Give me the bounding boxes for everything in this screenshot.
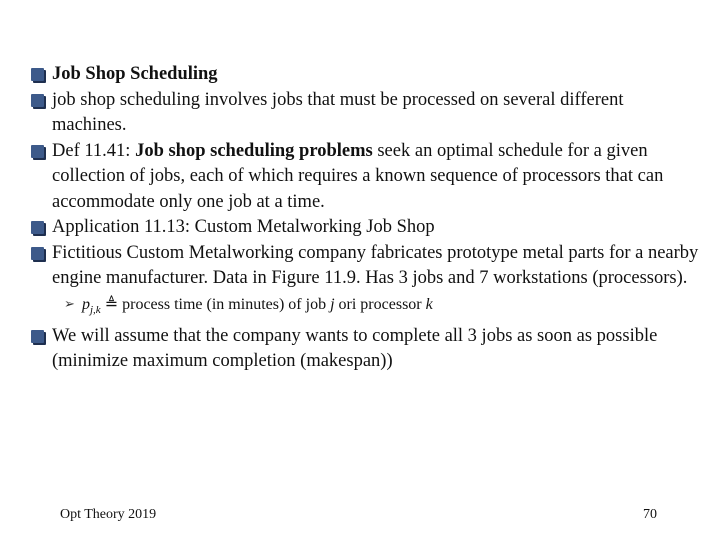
definition-prefix: Def 11.41: — [52, 140, 136, 161]
square-bullet-icon — [31, 94, 44, 107]
bullet-item — [30, 88, 700, 139]
math-subscript: j,k — [90, 303, 101, 316]
bullet-item — [30, 241, 700, 292]
var-j: j — [330, 295, 335, 313]
square-bullet-icon — [31, 330, 44, 343]
var-k: k — [425, 295, 433, 313]
bullet-text: job shop scheduling involves jobs that must be processed on several different machines. — [52, 89, 624, 135]
bullet-item — [30, 215, 700, 241]
square-bullet-icon — [31, 221, 44, 234]
arrow-bullet-icon: ➢ — [64, 296, 75, 312]
square-bullet-icon — [31, 68, 44, 81]
bullet-text: We will assume that the company wants to complete all 3 jobs as soon as possible (minimize maximum completion (makespan)) — [52, 325, 658, 372]
slide-title: Job Shop Scheduling — [52, 64, 218, 84]
bullet-title — [30, 62, 700, 88]
bullet-item — [30, 139, 700, 216]
sub-text-2: ori processor — [338, 295, 422, 313]
bullet-list — [30, 62, 700, 375]
sub-bullet-item — [30, 293, 700, 322]
square-bullet-icon — [31, 145, 44, 158]
definition-text: seek an optimal schedule for a given collection of jobs, each of which requires a known sequence of processors that can accommodate only one job at a time. — [52, 140, 664, 212]
bullet-text: Fictitious Custom Metalworking company fabricates prototype metal parts for a nearby engine manufacturer. Data in Figure 11.9. Has 3 jobs and 7 workstations (processors). — [52, 242, 699, 288]
bullet-text: Application 11.13: Custom Metalworking Job Shop — [52, 217, 435, 237]
footer-course: Opt Theory 2019 — [60, 507, 157, 522]
sub-text-1: process time (in minutes) of job — [122, 295, 327, 313]
bullet-item — [30, 324, 700, 375]
defeq-symbol: ≜ — [104, 295, 119, 313]
square-bullet-icon — [31, 247, 44, 260]
math-symbol: $p_{j,k}$ — [82, 295, 101, 316]
page-number: 70 — [643, 507, 657, 522]
definition-term: Job shop scheduling problems — [135, 140, 373, 161]
